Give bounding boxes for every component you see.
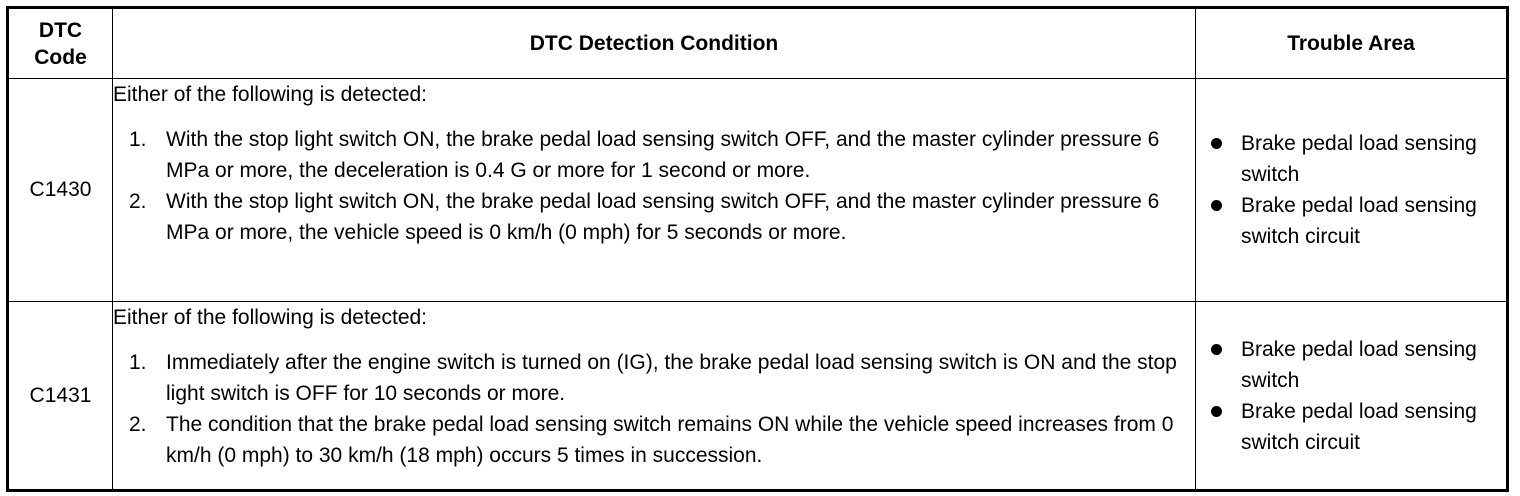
header-trouble-area: Trouble Area xyxy=(1196,8,1508,79)
condition-list xyxy=(113,347,1195,471)
trouble-area-text: Brake pedal load sensing switch xyxy=(1241,337,1477,392)
bullet-icon xyxy=(1211,406,1222,417)
bullet-icon xyxy=(1211,138,1222,149)
condition-item xyxy=(113,409,1195,471)
header-detection-condition: DTC Detection Condition xyxy=(113,8,1196,79)
table-header-row xyxy=(8,8,1508,79)
header-dtc-code: DTC Code xyxy=(8,8,113,79)
dtc-table xyxy=(6,6,1509,492)
dtc-code-cell: C1431 xyxy=(8,302,113,491)
condition-item xyxy=(113,124,1195,186)
trouble-area-list xyxy=(1196,128,1506,252)
trouble-area-text: Brake pedal load sensing switch xyxy=(1241,132,1477,186)
detection-condition-cell xyxy=(113,79,1196,302)
table-row xyxy=(8,79,1508,302)
trouble-area-text: Brake pedal load sensing switch circuit xyxy=(1241,194,1477,248)
condition-text: Immediately after the engine switch is turned on (IG), the brake pedal load sensing switch is ON and the stop light switch is OFF for 10 seconds or more. xyxy=(166,351,1177,405)
condition-text: With the stop light switch ON, the brake pedal load sensing switch OFF, and the master cylinder pressure 6 MPa or more, the deceleration is 0.4 G or more for 1 second or more. xyxy=(166,128,1160,182)
condition-item xyxy=(113,186,1195,248)
bullet-icon xyxy=(1211,344,1222,355)
trouble-area-item xyxy=(1196,334,1506,396)
detection-condition-cell xyxy=(113,302,1196,491)
trouble-area-item xyxy=(1196,396,1506,458)
condition-intro: Either of the following is detected: xyxy=(113,306,428,329)
trouble-area-cell xyxy=(1196,302,1508,491)
table-row xyxy=(8,302,1508,491)
condition-text: With the stop light switch ON, the brake pedal load sensing switch OFF, and the master cylinder pressure 6 MPa or more, the vehicle speed is 0 km/h (0 mph) for 5 seconds or more. xyxy=(166,190,1160,244)
condition-intro: Either of the following is detected: xyxy=(113,83,428,106)
trouble-area-list xyxy=(1196,334,1506,458)
condition-item xyxy=(113,347,1195,409)
condition-number: 2. xyxy=(129,413,147,436)
trouble-area-cell xyxy=(1196,79,1508,302)
bullet-icon xyxy=(1211,200,1222,211)
dtc-code-cell: C1430 xyxy=(8,79,113,302)
condition-list xyxy=(113,124,1195,248)
trouble-area-item xyxy=(1196,128,1506,190)
condition-number: 1. xyxy=(129,128,147,151)
trouble-area-text: Brake pedal load sensing switch circuit xyxy=(1241,399,1477,454)
condition-text: The condition that the brake pedal load sensing switch remains ON while the vehicle speed increases from 0 km/h (0 mph) to 30 km/h (18 mph) occurs 5 times in succession. xyxy=(166,413,1174,467)
trouble-area-item xyxy=(1196,190,1506,252)
condition-number: 2. xyxy=(129,190,147,213)
condition-number: 1. xyxy=(129,351,147,374)
